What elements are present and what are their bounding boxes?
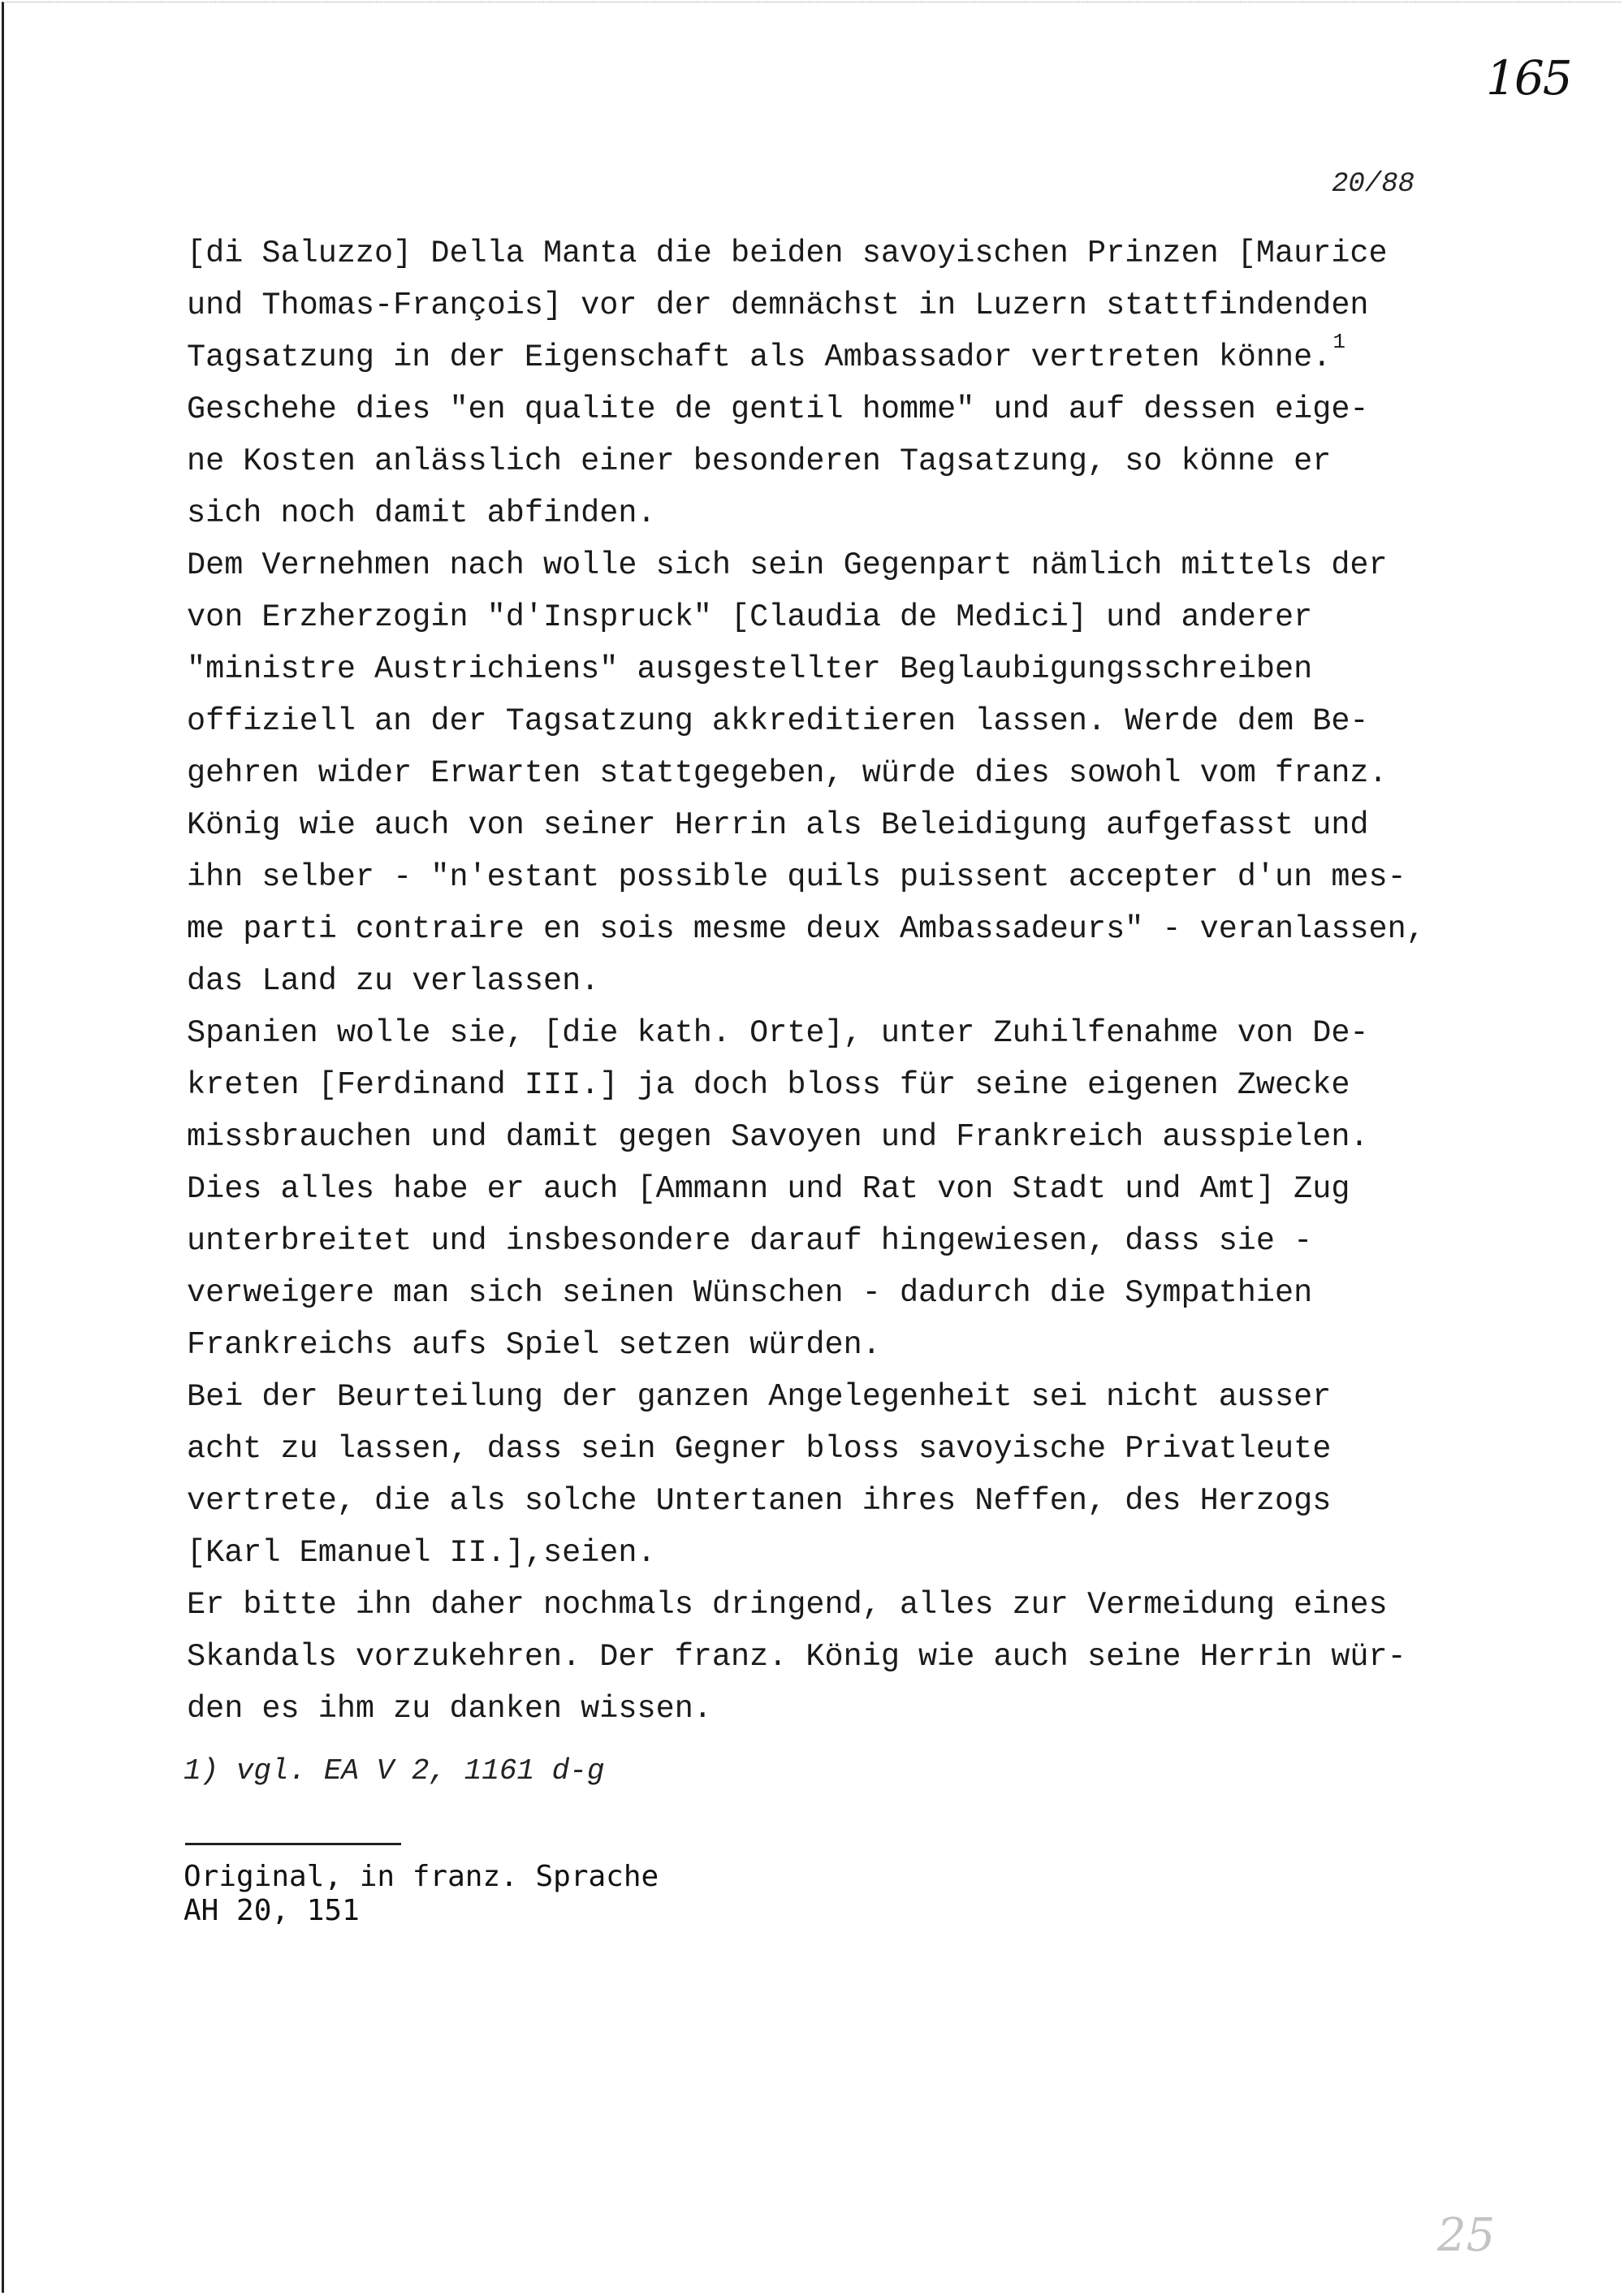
text-line: Er bitte ihn daher nochmals dringend, alles zur Vermeidung eines [187, 1587, 1388, 1623]
source-archive-reference: AH 20, 151 [184, 1894, 360, 1927]
text-line: verweigere man sich seinen Wünschen - dadurch die Sympathien [187, 1275, 1313, 1311]
text-line: Spanien wolle sie, [die kath. Orte], unter Zuhilfenahme von De- [187, 1015, 1369, 1051]
text-line-content: Tagsatzung in der Eigenschaft als Ambassador vertreten könne. [187, 339, 1332, 375]
text-line: sich noch damit abfinden. [187, 495, 656, 531]
text-line: ihn selber - "n'estant possible quils puissent accepter d'un mes- [187, 859, 1406, 895]
text-line: gehren wider Erwarten stattgegeben, würde dies sowohl vom franz. [187, 755, 1388, 791]
source-block [184, 1860, 659, 1928]
footnote: 1) vgl. EA V 2, 1161 d-g [184, 1754, 605, 1788]
text-line [187, 331, 1486, 383]
text-line: [Karl Emanuel II.],seien. [187, 1535, 656, 1571]
text-line: missbrauchen und damit gegen Savoyen und Frankreich ausspielen. [187, 1119, 1369, 1155]
text-line: den es ihm zu danken wissen. [187, 1691, 712, 1727]
text-line: ne Kosten anlässlich einer besonderen Tagsatzung, so könne er [187, 443, 1332, 479]
text-line: acht zu lassen, dass sein Gegner bloss savoyische Privatleute [187, 1431, 1332, 1467]
text-line: [di Saluzzo] Della Manta die beiden savoyischen Prinzen [Maurice [187, 236, 1388, 271]
text-line: König wie auch von seiner Herrin als Beleidigung aufgefasst und [187, 807, 1369, 843]
text-line: vertrete, die als solche Untertanen ihres Neffen, des Herzogs [187, 1483, 1332, 1519]
text-line: kreten [Ferdinand III.] ja doch bloss für seine eigenen Zwecke [187, 1067, 1350, 1103]
document-number: 20/88 [1332, 169, 1415, 200]
text-line: von Erzherzogin "d'Inspruck" [Claudia de Medici] und anderer [187, 599, 1313, 635]
footnote-reference: 1 [1332, 330, 1345, 354]
document-body [187, 227, 1486, 1735]
text-line: me parti contraire en sois mesme deux Ambassadeurs" - veranlassen, [187, 911, 1425, 947]
text-line: unterbreitet und insbesondere darauf hingewiesen, dass sie - [187, 1223, 1313, 1259]
source-divider [185, 1843, 401, 1845]
text-line: Frankreichs aufs Spiel setzen würden. [187, 1327, 881, 1363]
faded-handwritten-mark: 25 [1437, 2209, 1496, 2262]
text-line: das Land zu verlassen. [187, 963, 600, 999]
text-line: offiziell an der Tagsatzung akkreditieren lassen. Werde dem Be- [187, 703, 1369, 739]
text-line: Skandals vorzukehren. Der franz. König wie auch seine Herrin wür- [187, 1639, 1406, 1675]
text-line: Dem Vernehmen nach wolle sich sein Gegenpart nämlich mittels der [187, 547, 1388, 583]
folio-number: 165 [1486, 50, 1571, 106]
source-original-note: Original, in franz. Sprache [184, 1860, 659, 1893]
text-line: Geschehe dies "en qualite de gentil homme" und auf dessen eige- [187, 391, 1369, 427]
text-line: Bei der Beurteilung der ganzen Angelegenheit sei nicht ausser [187, 1379, 1332, 1415]
text-line: "ministre Austrichiens" ausgestellter Beglaubigungsschreiben [187, 651, 1313, 687]
text-line: Dies alles habe er auch [Ammann und Rat von Stadt und Amt] Zug [187, 1171, 1350, 1207]
text-line: und Thomas-François] vor der demnächst in Luzern stattfindenden [187, 288, 1369, 323]
